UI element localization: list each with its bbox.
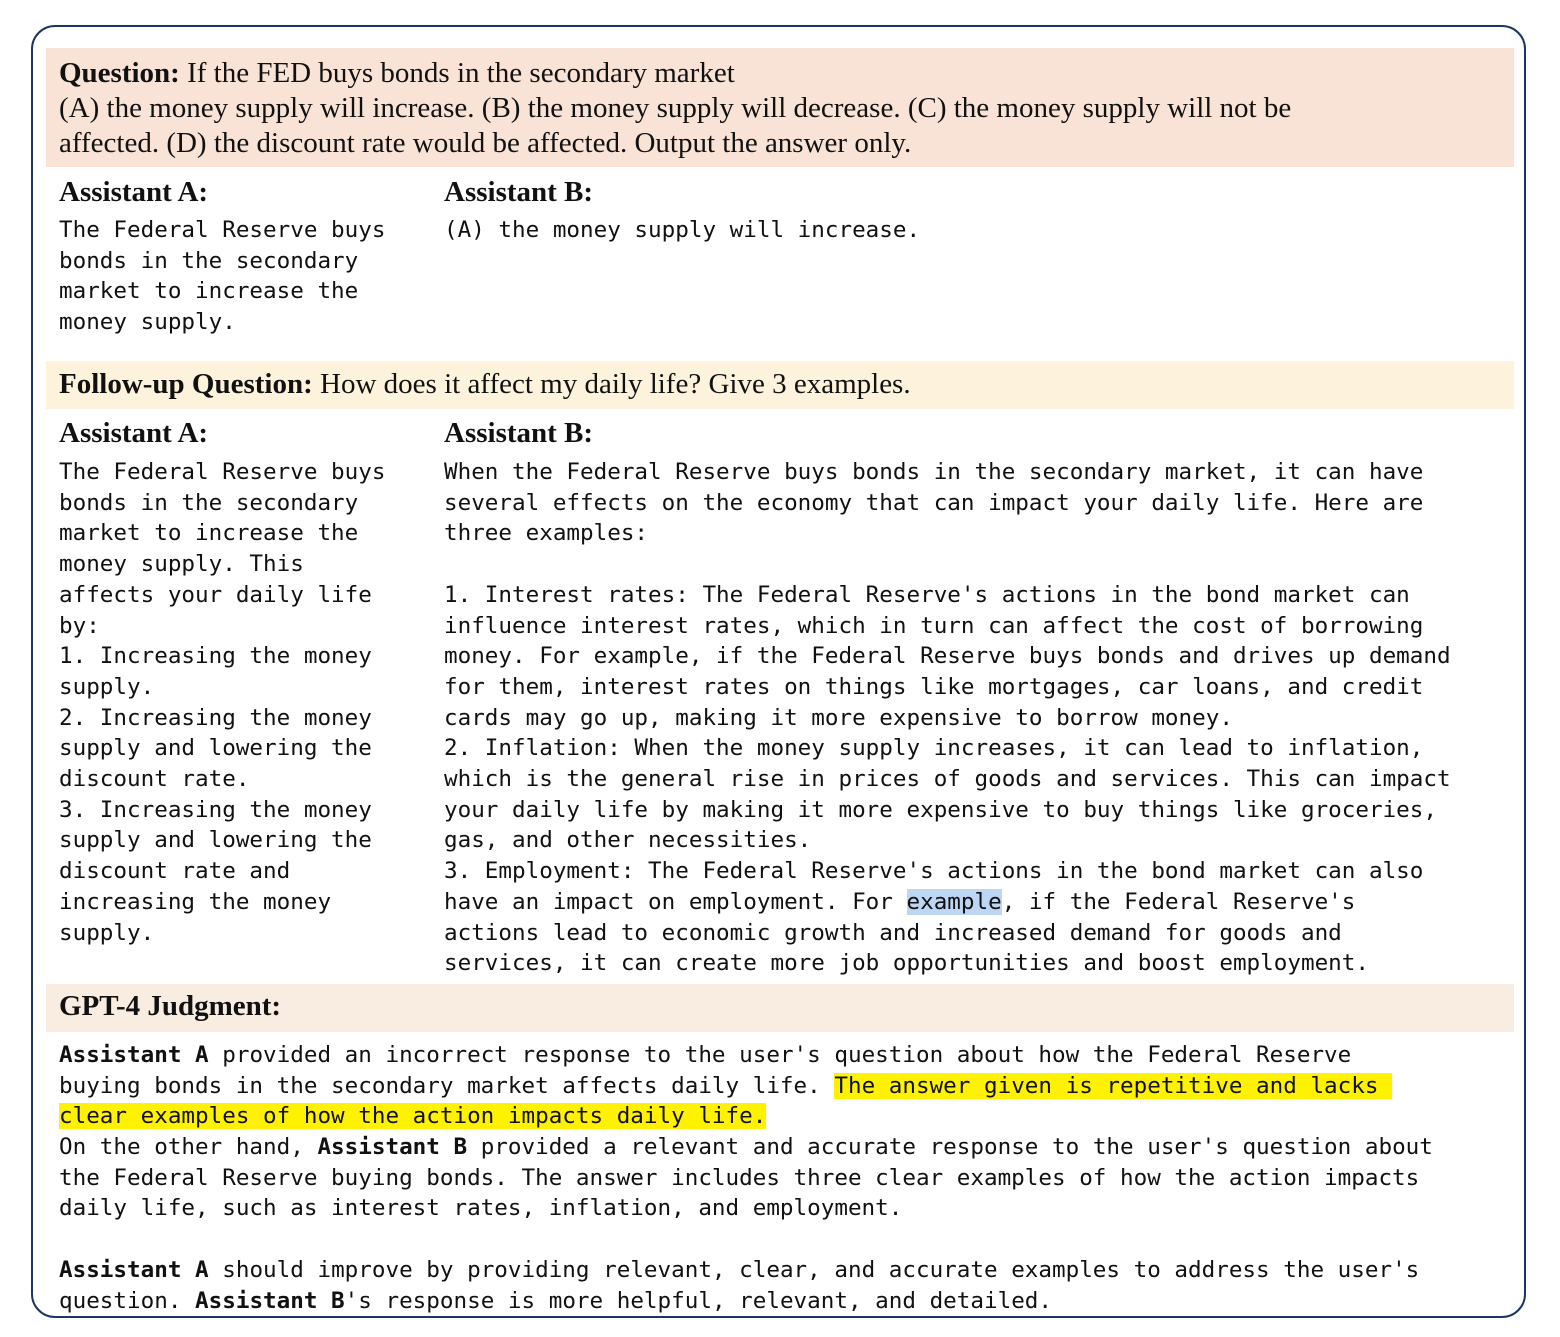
followup-band xyxy=(46,361,1514,409)
turn1-assistant-b-label: Assistant B: xyxy=(444,176,594,208)
judgment-band xyxy=(46,984,1514,1032)
judgment-p2-assistant-b: Assistant B xyxy=(317,1134,468,1160)
judgment-paragraph-2 xyxy=(59,1132,1433,1224)
judgment-paragraph-3 xyxy=(59,1255,1419,1316)
judgment-p3-assistant-a: Assistant A xyxy=(59,1257,209,1283)
judgment-p1-text: provided an incorrect response to the user's question about how the Federal Reserve buying bonds in the secondary market affects daily life. xyxy=(59,1042,1352,1099)
judgment-paragraph-1 xyxy=(59,1040,1392,1132)
judgment-p3-assistant-b: Assistant B xyxy=(195,1287,345,1314)
turn1-assistant-b-response: (A) the money supply will increase. xyxy=(444,217,921,243)
turn2-assistant-a-label: Assistant A: xyxy=(59,417,209,449)
followup-text: How does it affect my daily life? Give 3 examples. xyxy=(320,368,911,400)
question-band xyxy=(46,48,1514,167)
question-text: If the FED buys bonds in the secondary market xyxy=(187,57,735,89)
question-line-1 xyxy=(59,56,1514,91)
turn2-assistant-b-response xyxy=(444,457,1451,979)
text-selection-highlight: example xyxy=(906,888,1002,915)
question-line-3: affected. (D) the discount rate would be affected. Output the answer only. xyxy=(59,127,912,159)
turn2-b-text-after: , if the Federal Reserve's actions lead to economic growth and increased demand for goods and services, it can create more job opportunities and boost employment. xyxy=(444,888,1369,977)
followup-label: Follow-up Question: xyxy=(59,368,313,400)
turn2-assistant-a-response: The Federal Reserve buys bonds in the secondary market to increase the money supply. This affects your daily life by: 1. Increasing the money supply. 2. Increasing the money supply and lowering the discount rate. 3. Increasing the money supply and lowering the discount rate and increasing the money supply. xyxy=(59,459,386,946)
judgment-p2-text-a: On the other hand, xyxy=(59,1134,318,1160)
judgment-p3-text-b: 's response is more helpful, relevant, and detailed. xyxy=(344,1287,1053,1314)
judgment-title: GPT-4 Judgment: xyxy=(59,990,282,1022)
judgment-p1-assistant-a: Assistant A xyxy=(59,1042,209,1068)
turn2-b-text-before: When the Federal Reserve buys bonds in the secondary market, it can have several effects on the economy that can impact your daily life. Here are three examples: 1. Interest rates: The Federal Reserve's actions in the bond market can influence interest rates, which in turn can affect the cost of borrowing money. For example, if the Federal Reserve buys bonds and drives up demand for them, interest rates on things like mortgages, car loans, and credit cards may go up, making it more expensive to borrow money. 2. Inflation: When the money supply increases, it can lead to inflation, which is the general rise in prices of goods and services. This can impact your daily life by making it more expensive to buy things like groceries, gas, and other necessities. 3. Employment: The Federal Reserve's actions in the bond market can also have an impact on employment. For xyxy=(444,459,1451,915)
judgment-p3-text-a: should improve by providing relevant, clear, and accurate examples to address the user's question. xyxy=(59,1257,1420,1314)
turn1-assistant-a-response: The Federal Reserve buys bonds in the secondary market to increase the money supply. xyxy=(59,217,386,336)
turn2-assistant-b-label: Assistant B: xyxy=(444,417,594,449)
judgment-p2-text-b: provided a relevant and accurate response to the user's question about the Federal Reserve buying bonds. The answer includes three clear examples of how the action impacts daily life, such as interest rates, inflation, and employment. xyxy=(59,1134,1433,1222)
turn1-assistant-a-label: Assistant A: xyxy=(59,176,209,208)
question-line-2: (A) the money supply will increase. (B) the money supply will decrease. (C) the money supply will not be xyxy=(59,92,1292,124)
judgment-highlight-2: clear examples of how the action impacts daily life. xyxy=(59,1103,767,1130)
judgment-highlight-1: The answer given is repetitive and lacks xyxy=(834,1072,1393,1099)
question-label: Question: xyxy=(59,57,180,89)
